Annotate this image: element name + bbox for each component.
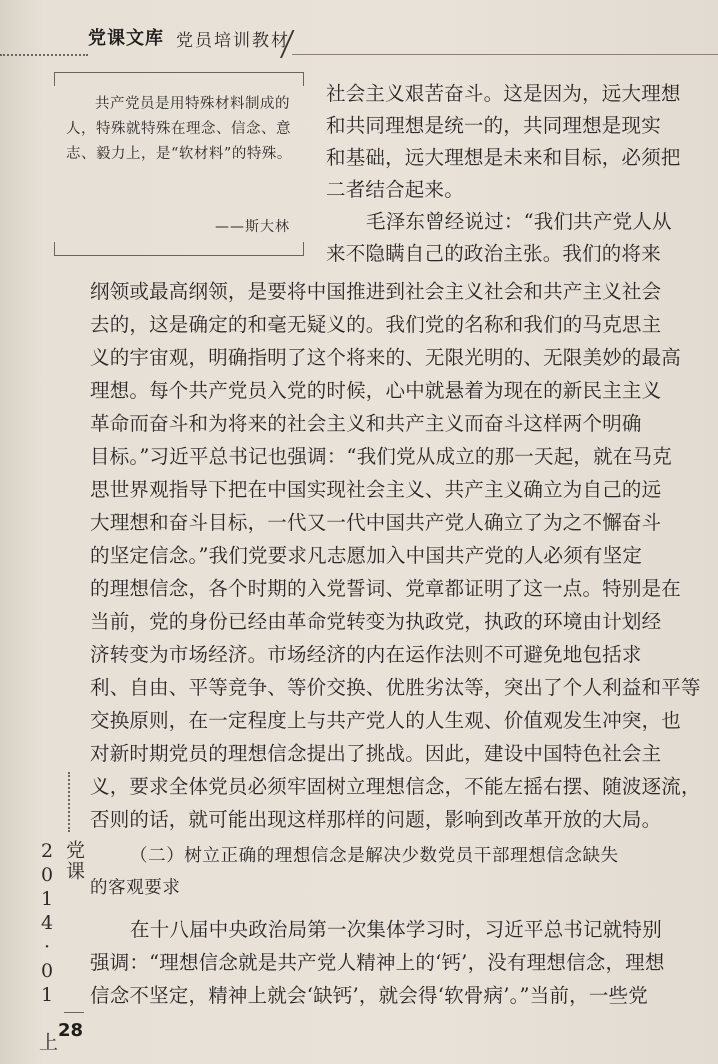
running-header xyxy=(0,18,718,58)
body-line: 利、自由、平等竞争、等价交换、优胜劣汰等，突出了个人利益和平等 xyxy=(90,676,701,699)
header-subtitle: 党员培训教材 xyxy=(176,31,290,51)
body-line: 信念不坚定，精神上就会‘缺钙’，就会得‘软骨病’。”当前，一些党 xyxy=(90,984,648,1007)
header-brand: 党课文库 xyxy=(88,28,164,49)
quote-box-bottom-rule xyxy=(54,255,304,256)
body-line: 交换原则，在一定程度上与共产党人的人生观、价值观发生冲突，也 xyxy=(90,709,682,732)
margin-issue-label: 党课 2014·01 上 xyxy=(36,840,85,1053)
quote-author: ——斯大林 xyxy=(215,219,290,235)
body-line: 纲领或最高纲领，是要将中国推进到社会主义社会和共产主义社会 xyxy=(90,280,662,303)
body-line: 来不隐瞒自己的政治主张。我们的将来 xyxy=(326,242,661,265)
body-line: 当前，党的身份已经由革命党转变为执政党，执政的环境由计划经 xyxy=(90,610,662,633)
body-line: 义的宇宙观，明确指明了这个将来的、无限光明的、无限美妙的最高 xyxy=(90,346,682,369)
quote-box-corner xyxy=(54,72,55,86)
margin-dotted-rule xyxy=(68,772,70,832)
page-number: 28 xyxy=(58,1020,84,1041)
body-line: 的理想信念，各个时期的入党誓词、党章都证明了这一点。特别是在 xyxy=(90,577,682,600)
body-line: 去的，这是确定的和毫无疑义的。我们党的名称和我们的马克思主 xyxy=(90,313,662,336)
quote-box xyxy=(54,72,304,256)
quote-box-corner xyxy=(303,72,304,86)
body-line: 社会主义艰苦奋斗。这是因为，远大理想 xyxy=(326,82,681,105)
section-subheading: （二）树立正确的理想信念是解决少数党员干部理想信念缺失 xyxy=(130,846,619,866)
quote-box-top-rule xyxy=(54,72,304,73)
quote-box-corner xyxy=(303,242,304,256)
body-line: 毛泽东曾经说过：“我们共产党人从 xyxy=(366,210,672,233)
header-rule xyxy=(292,54,718,55)
quote-text: 共产党员是用特殊材料制成的人，特殊就特殊在理念、信念、意志、毅力上，是“软材料”的特殊。 xyxy=(66,96,292,162)
body-line: 和共同理想是统一的，共同理想是现实 xyxy=(326,114,661,137)
body-line: 目标。”习近平总书记也强调：“我们党从成立的那一天起，就在马克 xyxy=(90,445,672,468)
body-line: 的坚定信念。”我们党要求凡志愿加入中国共产党的人必须有坚定 xyxy=(90,544,643,567)
margin-rule xyxy=(64,1012,84,1013)
body-line: 二者结合起来。 xyxy=(326,178,464,201)
body-line: 否则的话，就可能出现这样那样的问题，影响到改革开放的大局。 xyxy=(90,808,662,831)
body-line: 大理想和奋斗目标，一代又一代中国共产党人确立了为之不懈奋斗 xyxy=(90,511,662,534)
body-line: 理想。每个共产党员入党的时候，心中就悬着为现在的新民主主义 xyxy=(90,379,662,402)
body-line: 革命而奋斗和为将来的社会主义和共产主义而奋斗这样两个明确 xyxy=(90,412,642,435)
body-line: 义，要求全体党员必须牢固树立理想信念，不能左摇右摆、随波逐流， xyxy=(90,775,701,798)
body-line: 对新时期党员的理想信念提出了挑战。因此，建设中国特色社会主 xyxy=(90,742,662,765)
body-line: 在十八届中央政治局第一次集体学习时，习近平总书记就特别 xyxy=(130,918,662,941)
body-line: 和基础，远大理想是未来和目标，必须把 xyxy=(326,146,681,169)
body-line: 思世界观指导下把在中国实现社会主义、共产主义确立为自己的远 xyxy=(90,478,662,501)
quote-box-corner xyxy=(54,242,55,256)
body-line: 济转变为市场经济。市场经济的内在运作法则不可避免地包括求 xyxy=(90,643,642,666)
section-subheading: 的客观要求 xyxy=(90,878,181,898)
body-line: 强调：“理想信念就是共产党人精神上的‘钙’，没有理想信念，理想 xyxy=(90,951,665,974)
header-dotted-rule xyxy=(0,54,88,56)
